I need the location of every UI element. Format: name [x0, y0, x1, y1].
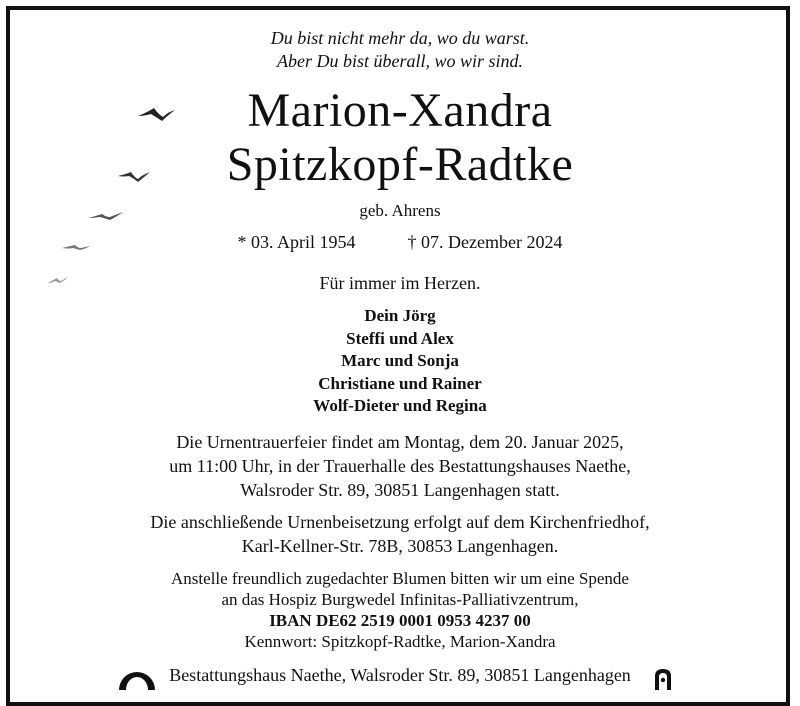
ceremony-line: Walsroder Str. 89, 30851 Langenhagen statt. — [240, 480, 560, 500]
burial-line: Die anschließende Urnenbeisetzung erfolgt auf dem Kirchenfriedhof, — [150, 512, 650, 532]
family-member: Wolf-Dieter und Regina — [313, 396, 487, 415]
family-member: Dein Jörg — [364, 306, 436, 325]
death-date: † 07. Dezember 2024 — [407, 232, 563, 252]
funeral-home-footer: Bestattungshaus Naethe, Walsroder Str. 89, 30851 Langenhagen — [169, 665, 631, 685]
iban: IBAN DE62 2519 0001 0953 4237 00 — [269, 611, 531, 630]
deceased-name — [0, 84, 800, 192]
burial-info — [0, 510, 800, 558]
family-member: Christiane und Rainer — [318, 373, 482, 393]
life-dates — [0, 230, 800, 254]
ceremony-line: Die Urnentrauerfeier findet am Montag, dem 20. Januar 2025, — [176, 432, 624, 452]
ceremony-line: um 11:00 Uhr, in der Trauerhalle des Bestattungshauses Naethe, — [169, 456, 631, 476]
motto-line: Du bist nicht mehr da, wo du warst. — [270, 28, 530, 48]
keyword: Kennwort: Spitzkopf-Radtke, Marion-Xandra — [244, 632, 556, 651]
family-list — [0, 305, 800, 418]
donation-info — [0, 568, 800, 652]
last-name: Spitzkopf-Radtke — [226, 138, 574, 191]
motto — [0, 27, 800, 73]
donation-line: Anstelle freundlich zugedachter Blumen bitten wir um eine Spende — [171, 569, 629, 588]
ceremony-info — [0, 430, 800, 502]
birth-date: * 03. April 1954 — [237, 232, 356, 252]
memory-line: Für immer im Herzen. — [319, 273, 481, 293]
donation-line: an das Hospiz Burgwedel Infinitas-Palliativzentrum, — [221, 590, 579, 609]
burial-line: Karl-Kellner-Str. 78B, 30853 Langenhagen. — [241, 536, 559, 556]
family-member: Steffi und Alex — [346, 328, 454, 348]
funeral-home-emblem — [652, 666, 674, 690]
first-name: Marion-Xandra — [247, 84, 553, 137]
motto-line: Aber Du bist überall, wo wir sind. — [276, 51, 523, 71]
family-member: Marc und Sonja — [341, 351, 459, 370]
birth-name: geb. Ahrens — [359, 201, 441, 220]
